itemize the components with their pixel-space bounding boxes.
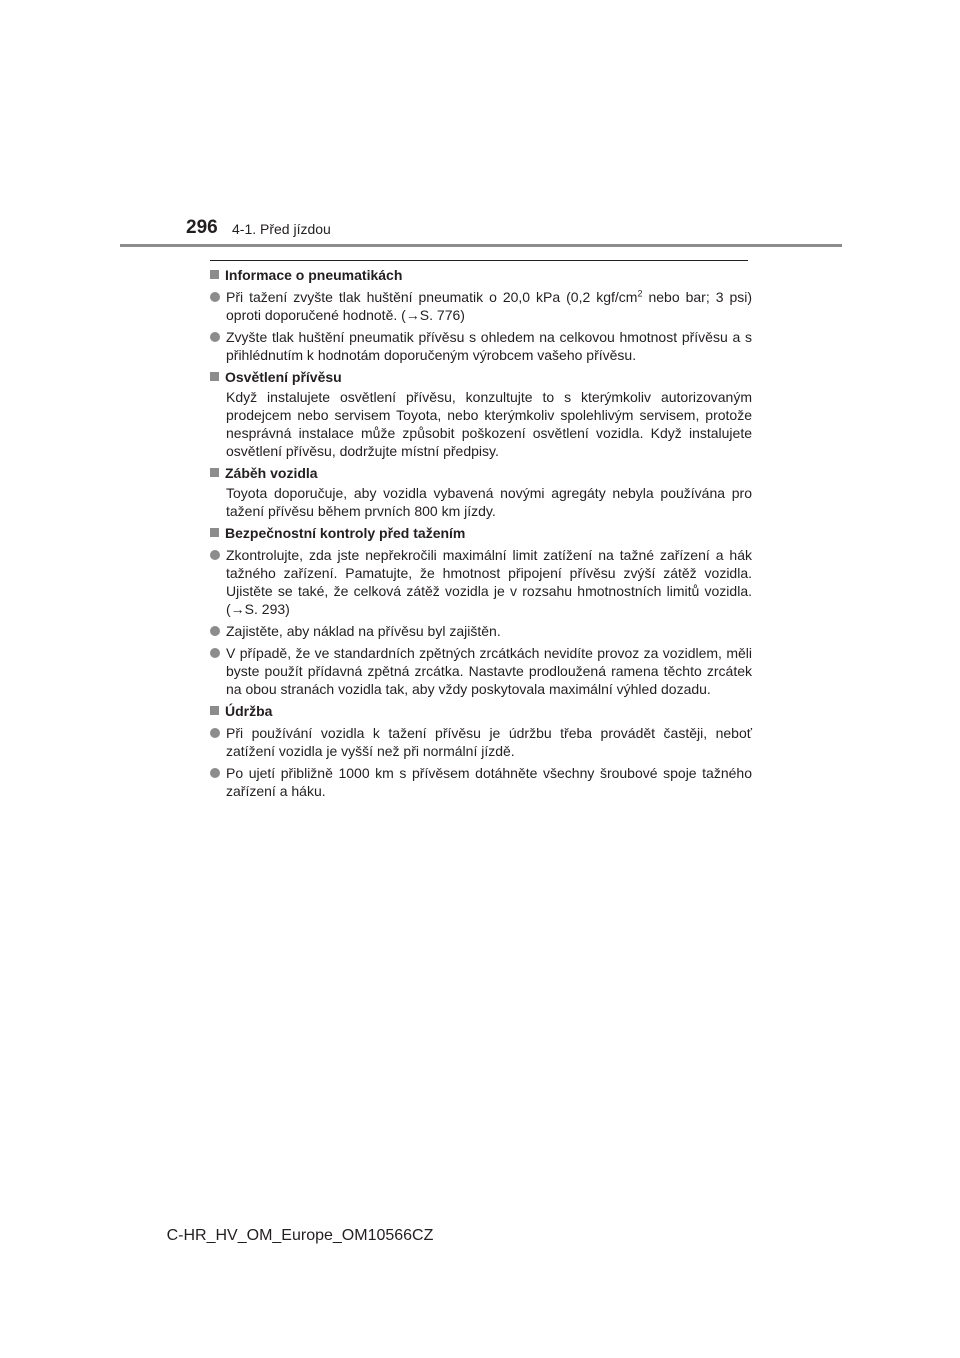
section-text: Když instalujete osvětlení přívěsu, konzultujte to s kterýmkoliv autorizovaným prodejcem nebo servisem Toyota, nebo kterýmkoliv spolehlivým servisem, protože nesprávná instalace může způsobit poškození osvětlení vozidla. Když instalujete osvětlení přívěsu, dodržujte místní předpisy. <box>226 389 752 459</box>
circle-bullet-icon <box>210 768 220 778</box>
page-number: 296 <box>186 217 218 238</box>
section-heading: Údržba <box>210 702 752 720</box>
list-item: Při tažení zvyšte tlak huštění pneumatik o 20,0 kPa (0,2 kgf/$cm^2$ nebo bar; 3 psi) oproti doporučené hodnotě. (→S. 776) <box>210 288 752 324</box>
content-rule <box>210 260 748 261</box>
list-item: Zajistěte, aby náklad na přívěsu byl zajištěn. <box>210 622 752 640</box>
circle-bullet-icon <box>210 332 220 342</box>
square-bullet-icon <box>210 528 219 537</box>
section-heading: Osvětlení přívěsu <box>210 368 752 386</box>
circle-bullet-icon <box>210 292 220 302</box>
list-item: Zkontrolujte, zda jste nepřekročili maximální limit zatížení na tažné zařízení a hák tažného zařízení. Pamatujte, že hmotnost připojení přívěsu zvýší zátěž vozidla. Ujistěte se také, že celková zátěž vozidla je v rozsahu hmotnostních limitů vozidla. (→S. 293) <box>210 546 752 618</box>
circle-bullet-icon <box>210 728 220 738</box>
content <box>210 266 752 800</box>
list-item: Při používání vozidla k tažení přívěsu je údržbu třeba provádět častěji, neboť zatížení vozidla je vyšší než při normální jízdě. <box>210 724 752 760</box>
list-item: V případě, že ve standardních zpětných zrcátkách nevidíte provoz za vozidlem, měli byste použít přídavná zpětná zrcátka. Nastavte prodloužená ramena těchto zrcátek na obou stranách vozidla tak, aby vždy poskytovala maximální výhled dozadu. <box>210 644 752 698</box>
header-rule <box>120 244 842 247</box>
square-bullet-icon <box>210 270 219 279</box>
document-footer: C-HR_HV_OM_Europe_OM10566CZ <box>166 1227 434 1244</box>
square-bullet-icon <box>210 372 219 381</box>
square-bullet-icon <box>210 468 219 477</box>
circle-bullet-icon <box>210 626 220 636</box>
section-heading: Bezpečnostní kontroly před tažením <box>210 524 752 542</box>
circle-bullet-icon <box>210 550 220 560</box>
list-item: Po ujetí přibližně 1000 km s přívěsem dotáhněte všechny šroubové spoje tažného zařízení a háku. <box>210 764 752 800</box>
square-bullet-icon <box>210 706 219 715</box>
section-text: Toyota doporučuje, aby vozidla vybavená novými agregáty nebyla používána pro tažení přívěsu během prvních 800 km jízdy. <box>226 485 752 519</box>
section-heading: Záběh vozidla <box>210 464 752 482</box>
list-item: Zvyšte tlak huštění pneumatik přívěsu s ohledem na celkovou hmotnost přívěsu a s přihlédnutím k hodnotám doporučeným výrobcem vašeho přívěsu. <box>210 328 752 364</box>
section-title: 4-1. Před jízdou <box>232 221 331 237</box>
section-heading: Informace o pneumatikách <box>210 266 752 284</box>
circle-bullet-icon <box>210 648 220 658</box>
